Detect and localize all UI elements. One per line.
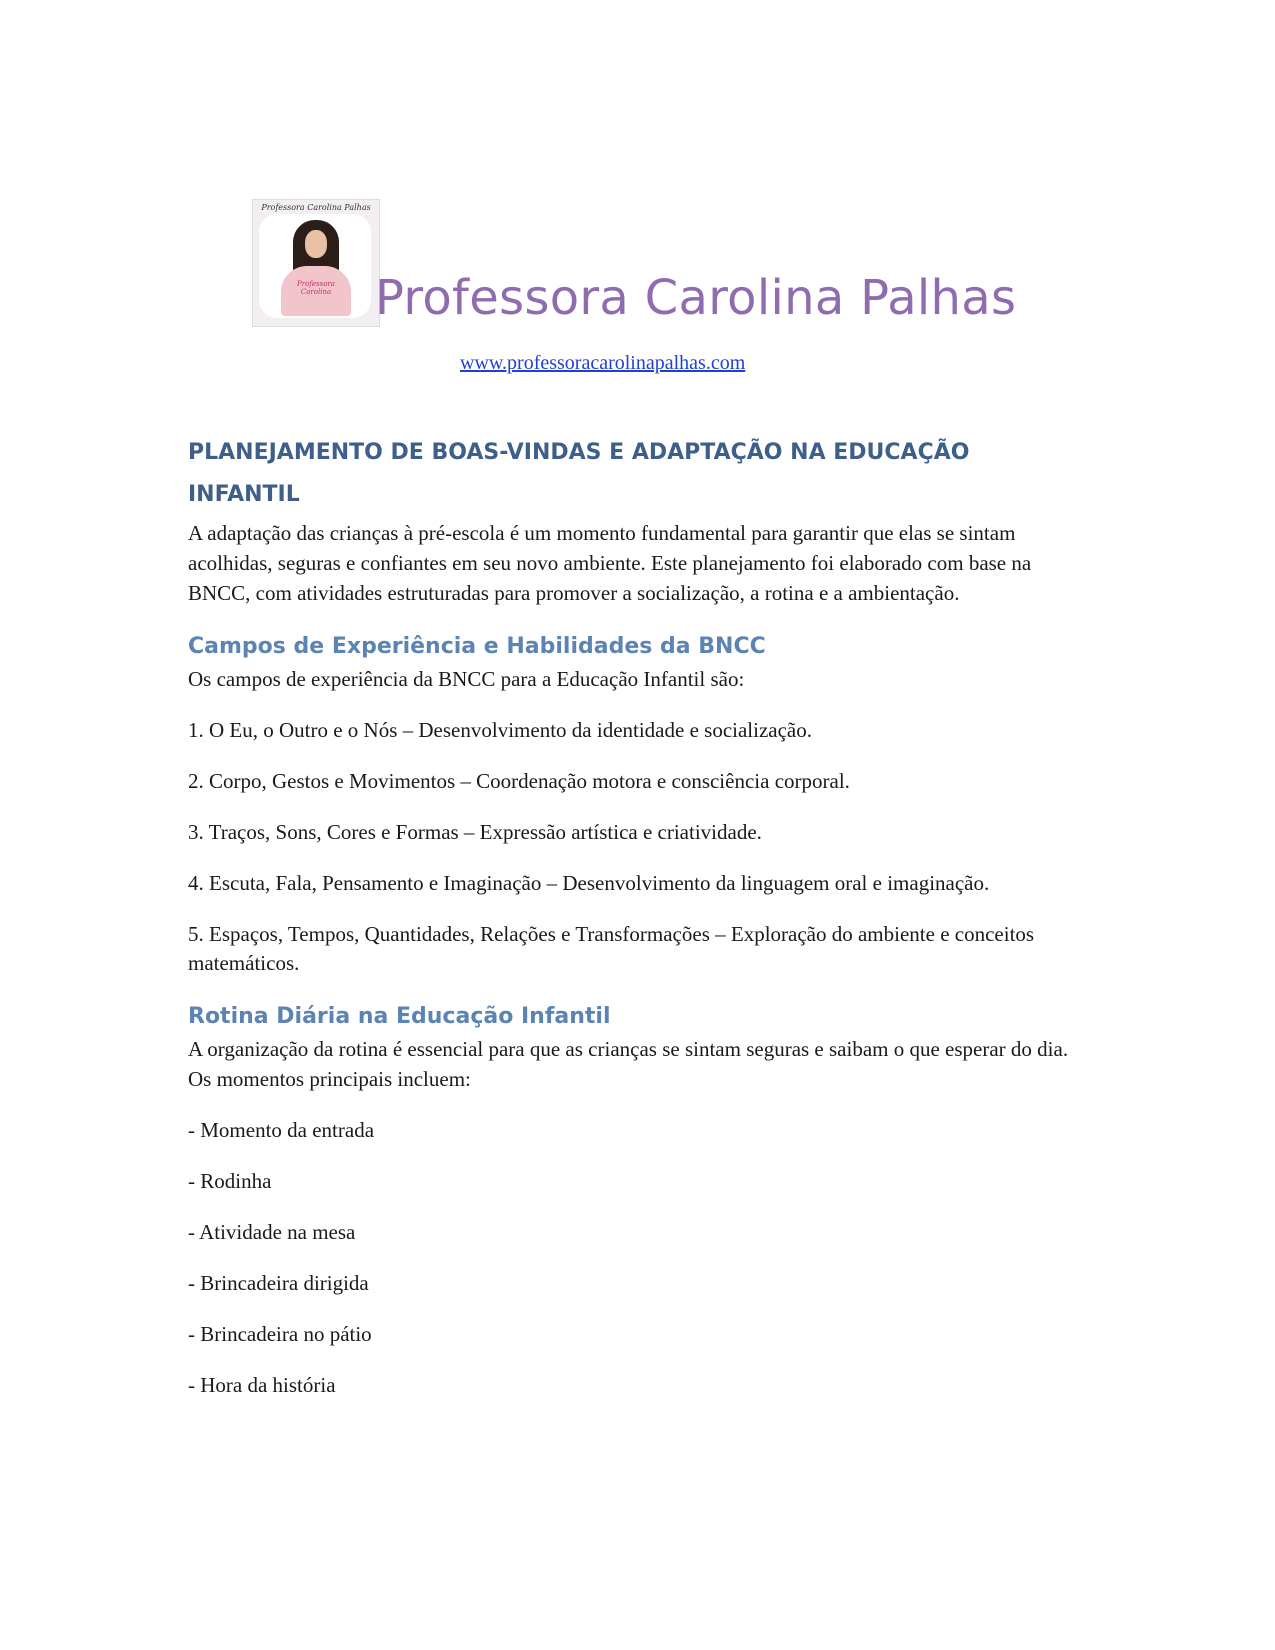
list-item: - Rodinha xyxy=(188,1169,272,1193)
list-item: - Momento da entrada xyxy=(188,1118,375,1142)
document-title: PLANEJAMENTO DE BOAS-VINDAS E ADAPTAÇÃO NA EDUCAÇÃO INFANTIL xyxy=(188,440,970,507)
portrait-face xyxy=(305,230,327,258)
list-item: - Brincadeira dirigida xyxy=(188,1271,369,1295)
list-item: 5. Espaços, Tempos, Quantidades, Relações e Transformações – Exploração do ambiente e conceitos matemáticos. xyxy=(188,922,1035,975)
intro-paragraph: A adaptação das crianças à pré-escola é um momento fundamental para garantir que elas se sintam acolhidas, seguras e confiantes em seu novo ambiente. Este planejamento foi elaborado com base na BNCC, com atividades estruturadas para promover a socialização, a rotina e a ambientação. xyxy=(188,521,1032,605)
list-item: 4. Escuta, Fala, Pensamento e Imaginação – Desenvolvimento da linguagem oral e imaginação. xyxy=(188,871,990,895)
list-item: 3. Traços, Sons, Cores e Formas – Expressão artística e criatividade. xyxy=(188,820,762,844)
document-body xyxy=(188,432,1088,1400)
brand-name: Professora Carolina Palhas xyxy=(375,270,1017,326)
list-item: - Hora da história xyxy=(188,1373,336,1397)
logo-title: Professora Carolina Palhas xyxy=(261,203,371,212)
list-item: 2. Corpo, Gestos e Movimentos – Coordenação motora e consciência corporal. xyxy=(188,769,850,793)
website-link[interactable]: www.professoracarolinapalhas.com xyxy=(460,352,746,374)
section-bncc-intro: Os campos de experiência da BNCC para a Educação Infantil são: xyxy=(188,667,745,691)
list-item: 1. O Eu, o Outro e o Nós – Desenvolvimento da identidade e socialização. xyxy=(188,718,812,742)
section-heading-bncc: Campos de Experiência e Habilidades da BNCC xyxy=(188,634,766,659)
list-item: - Brincadeira no pátio xyxy=(188,1322,372,1346)
shirt-text: Professora Carolina xyxy=(297,280,335,296)
section-rotina-intro: A organização da rotina é essencial para que as crianças se sintam seguras e saibam o que esperar do dia. Os momentos principais incluem: xyxy=(188,1037,1069,1091)
section-heading-rotina: Rotina Diária na Educação Infantil xyxy=(188,1004,611,1029)
list-item: - Atividade na mesa xyxy=(188,1220,356,1244)
author-photo-logo xyxy=(252,199,380,327)
